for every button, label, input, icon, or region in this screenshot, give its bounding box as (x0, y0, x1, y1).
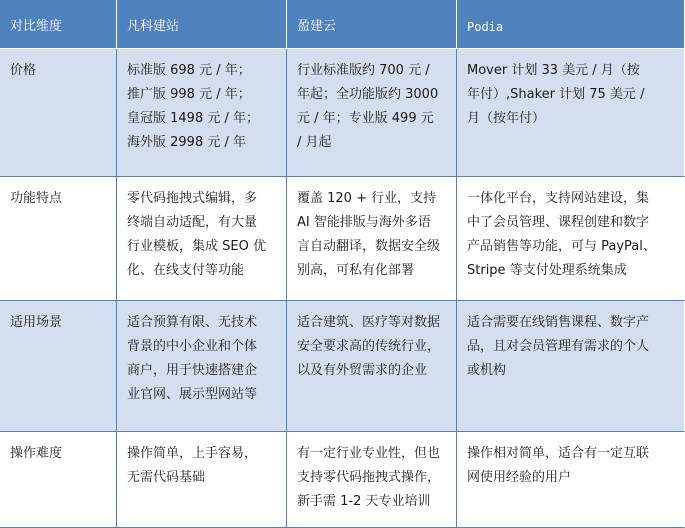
header-podia: Podia (457, 0, 685, 49)
text-line: AI 智能排版与海外多语 (297, 215, 431, 230)
text-line: 以及有外贸需求的企业 (297, 363, 428, 378)
text-line: 新手需 1-2 天专业培训 (297, 494, 431, 509)
text-line: 月（按年付） (467, 111, 546, 126)
cell-scenarios-podia (457, 301, 685, 432)
text-line: 行业标准版约 700 元 / (297, 63, 430, 78)
text-line: 化、在线支付等功能 (127, 263, 245, 278)
cell-difficulty-yingjianyun (287, 432, 457, 528)
text-line: 无需代码基础 (127, 470, 206, 485)
text-line: 元 / 年；专业版 499 元 (297, 111, 434, 126)
text-line: 行业模板，集成 SEO 优 (127, 239, 266, 254)
text-line: 标准版 698 元 / 年； (127, 63, 251, 78)
cell-scenarios-fanke (117, 301, 287, 432)
text-line: 有一定行业专业性，但也 (297, 446, 441, 461)
cell-features-podia (457, 177, 685, 301)
cell-price-yingjianyun (287, 49, 457, 177)
text-line: 覆盖 120 + 行业，支持 (297, 191, 437, 206)
row-label-features: 功能特点 (0, 177, 117, 301)
text-line: 产品销售等功能，可与 PayPal、 (467, 239, 656, 254)
text-line: 操作相对简单，适合有一定互联 (467, 446, 650, 461)
text-line: 适合预算有限、无技术 (127, 315, 258, 330)
cell-features-yingjianyun (287, 177, 457, 301)
text-line: 支持零代码拖拽式操作， (297, 470, 441, 485)
text-line: 适合建筑、医疗等对数据 (297, 315, 441, 330)
text-line: 海外版 2998 元 / 年 (127, 135, 246, 150)
row-label-difficulty: 操作难度 (0, 432, 117, 528)
text-line: 背景的中小企业和个体 (127, 339, 258, 354)
cell-price-podia (457, 49, 685, 177)
text-line: 终端自动适配，有大量 (127, 215, 258, 230)
text-line: 皇冠版 1498 元 / 年； (127, 111, 259, 126)
text-line: 一体化平台，支持网站建设，集 (467, 191, 650, 206)
text-line: 商户，用于快速搭建企 (127, 363, 258, 378)
text-line: 言自动翻译，数据安全级 (297, 239, 441, 254)
header-fanke: 凡科建站 (117, 0, 287, 49)
row-label-scenarios: 适用场景 (0, 301, 117, 432)
text-line: 网使用经验的用户 (467, 470, 572, 485)
text-line: 年付）,Shaker 计划 75 美元 / (467, 87, 645, 102)
header-yingjianyun: 盈建云 (287, 0, 457, 49)
header-dimension: 对比维度 (0, 0, 117, 49)
cell-price-fanke (117, 49, 287, 177)
cell-difficulty-fanke (117, 432, 287, 528)
text-line: 中了会员管理、课程创建和数字 (467, 215, 650, 230)
cell-scenarios-yingjianyun (287, 301, 457, 432)
text-line: 或机构 (467, 363, 507, 378)
text-line: 安全要求高的传统行业， (297, 339, 441, 354)
cell-features-fanke (117, 177, 287, 301)
text-line: 适合需要在线销售课程、数字产 (467, 315, 650, 330)
text-line: 品，且对会员管理有需求的个人 (467, 339, 650, 354)
text-line: Mover 计划 33 美元 / 月（按 (467, 63, 640, 78)
text-line: 操作简单，上手容易， (127, 446, 258, 461)
text-line: 别高，可私有化部署 (297, 263, 415, 278)
text-line: 业官网、展示型网站等 (127, 387, 258, 402)
text-line: 推广版 998 元 / 年； (127, 87, 251, 102)
cell-difficulty-podia (457, 432, 685, 528)
text-line: / 月起 (297, 135, 332, 150)
text-line: 年起；全功能版约 3000 (297, 87, 439, 102)
row-label-price: 价格 (0, 49, 117, 177)
text-line: Stripe 等支付处理系统集成 (467, 263, 627, 278)
text-line: 零代码拖拽式编辑，多 (127, 191, 258, 206)
